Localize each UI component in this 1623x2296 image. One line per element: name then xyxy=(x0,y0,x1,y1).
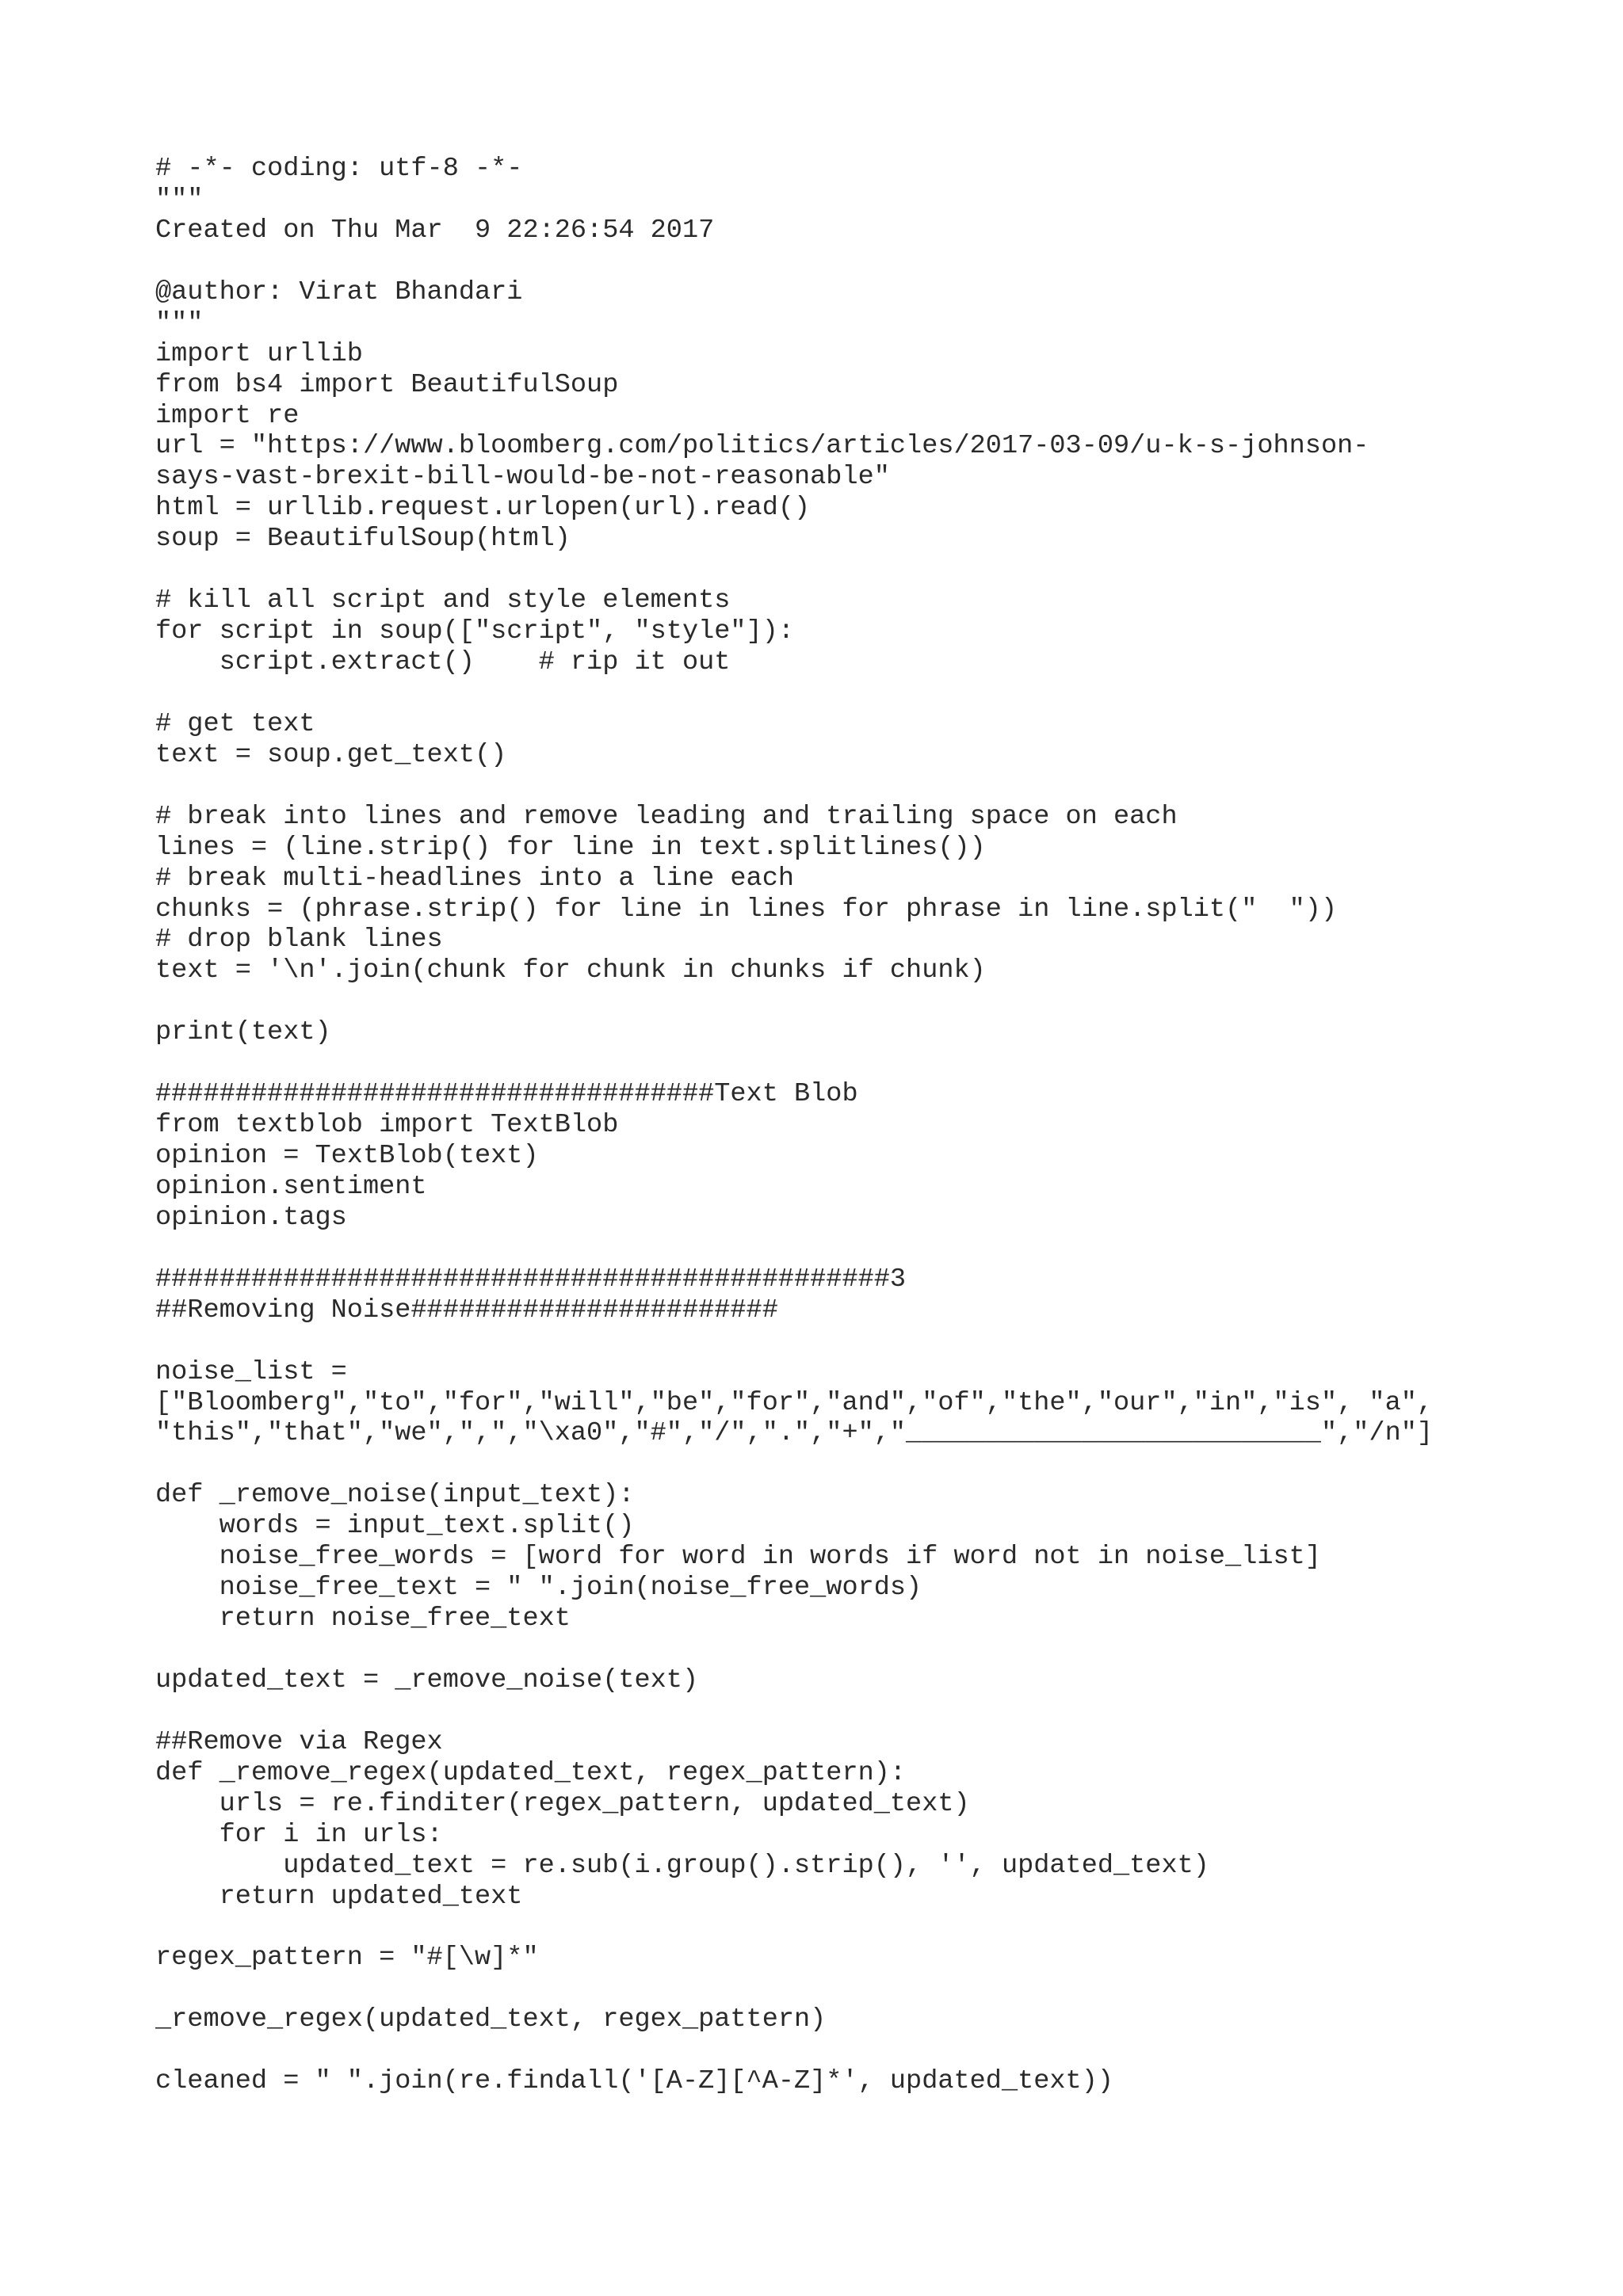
blank-line xyxy=(155,986,1433,1017)
code-line: import urllib xyxy=(155,338,363,369)
code-line: ["Bloomberg","to","for","will","be","for","and","of","the","our","in","is", "a", xyxy=(155,1387,1434,1418)
blank-line xyxy=(155,771,1433,802)
code-line: lines = (line.strip() for line in text.splitlines()) xyxy=(155,832,986,863)
code-line: cleaned = " ".join(re.findall('[A-Z][^A-Z]*', updated_text)) xyxy=(155,2066,1114,2097)
code-listing xyxy=(155,154,1433,2097)
blank-line xyxy=(155,1234,1433,1264)
code-line: opinion.sentiment xyxy=(155,1171,427,1202)
code-line: opinion.tags xyxy=(155,1202,347,1233)
code-line: print(text) xyxy=(155,1017,331,1048)
code-line: Created on Thu Mar 9 22:26:54 2017 xyxy=(155,215,715,246)
code-line: return noise_free_text xyxy=(155,1604,571,1634)
code-line: noise_list = xyxy=(155,1356,347,1387)
code-line: """ xyxy=(155,307,204,338)
code-line: noise_free_words = [word for word in words if word not in noise_list] xyxy=(155,1542,1321,1573)
code-line: # drop blank lines xyxy=(155,925,443,955)
blank-line xyxy=(155,1912,1433,1943)
blank-line xyxy=(155,678,1433,709)
blank-line xyxy=(155,1326,1433,1357)
blank-line xyxy=(155,246,1433,277)
code-line: words = input_text.split() xyxy=(155,1511,635,1542)
code-line: ##Removing Noise####################### xyxy=(155,1295,778,1325)
code-line: opinion = TextBlob(text) xyxy=(155,1141,539,1171)
code-line: from bs4 import BeautifulSoup xyxy=(155,369,619,400)
blank-line xyxy=(155,1634,1433,1665)
code-line: from textblob import TextBlob xyxy=(155,1110,619,1141)
code-line: for i in urls: xyxy=(155,1819,443,1850)
code-line: text = '\n'.join(chunk for chunk in chunks if chunk) xyxy=(155,955,986,986)
blank-line xyxy=(155,1048,1433,1079)
code-line: _remove_regex(updated_text, regex_pattern) xyxy=(155,2004,827,2035)
code-line: ##############################################3 xyxy=(155,1264,907,1295)
blank-line xyxy=(155,1696,1433,1727)
code-line: noise_free_text = " ".join(noise_free_words) xyxy=(155,1573,922,1604)
code-line: ##Remove via Regex xyxy=(155,1726,443,1757)
blank-line xyxy=(155,2035,1433,2066)
code-line: # get text xyxy=(155,708,315,739)
code-line: import re xyxy=(155,400,300,431)
code-line: text = soup.get_text() xyxy=(155,739,507,770)
code-line: says-vast-brexit-bill-would-be-not-reasonable" xyxy=(155,462,890,493)
blank-line xyxy=(155,1974,1433,2004)
code-line: html = urllib.request.urlopen(url).read() xyxy=(155,493,811,524)
code-line: "this","that","we",",","\xa0","#","/",".","+","__________________________","/n"] xyxy=(155,1418,1434,1449)
code-line: # break multi-headlines into a line each xyxy=(155,863,795,894)
code-line: script.extract() # rip it out xyxy=(155,647,731,677)
code-line: updated_text = re.sub(i.group().strip(), '', updated_text) xyxy=(155,1850,1209,1881)
code-line: # -*- coding: utf-8 -*- xyxy=(155,154,523,184)
blank-line xyxy=(155,555,1433,585)
code-line: # break into lines and remove leading and trailing space on each xyxy=(155,801,1178,832)
code-line: @author: Virat Bhandari xyxy=(155,277,523,307)
code-line: return updated_text xyxy=(155,1881,523,1912)
code-line: ###################################Text Blob xyxy=(155,1079,858,1110)
code-line: regex_pattern = "#[\w]*" xyxy=(155,1943,539,1974)
code-line: """ xyxy=(155,184,204,215)
code-line: for script in soup(["script", "style"]): xyxy=(155,616,795,647)
code-line: url = "https://www.bloomberg.com/politics/articles/2017-03-09/u-k-s-johnson- xyxy=(155,431,1369,462)
code-line: soup = BeautifulSoup(html) xyxy=(155,524,571,555)
code-line: urls = re.finditer(regex_pattern, updated_text) xyxy=(155,1788,970,1819)
code-line: updated_text = _remove_noise(text) xyxy=(155,1665,699,1695)
code-line: # kill all script and style elements xyxy=(155,585,731,616)
code-line: def _remove_noise(input_text): xyxy=(155,1480,635,1511)
blank-line xyxy=(155,1449,1433,1480)
code-line: chunks = (phrase.strip() for line in lines for phrase in line.split(" ")) xyxy=(155,894,1338,925)
code-line: def _remove_regex(updated_text, regex_pattern): xyxy=(155,1757,907,1788)
